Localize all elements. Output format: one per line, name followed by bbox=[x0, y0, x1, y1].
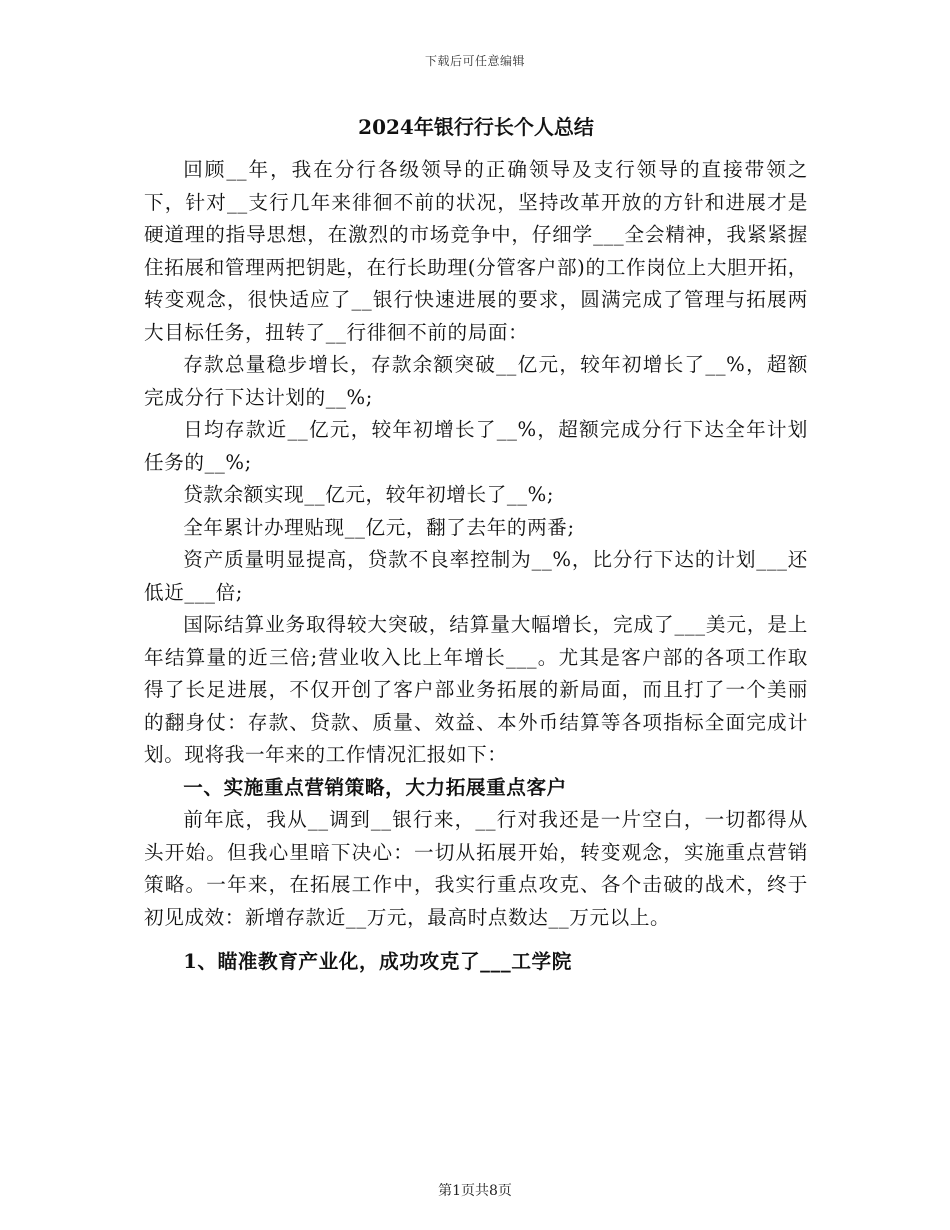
page-footer: 第1页共8页 bbox=[438, 1183, 512, 1199]
asset-quality-paragraph: 资产质量明显提高，贷款不良率控制为__%，比分行下达的计划___还低近___倍; bbox=[144, 548, 808, 604]
intro-paragraph: 回顾__年，我在分行各级领导的正确领导及支行领导的直接带领之下，针对__支行几年来徘徊不前的状况，坚持改革开放的方针和进展才是硬道理的指导思想，在激烈的市场竞争中，仔细学___全会精神，我紧紧握住拓展和管理两把钥匙，在行长助理(分管客户部)的工作岗位上大胆开拓，转变观念，很快适应了__银行快速进展的要求，圆满完成了管理与拓展两大目标任务，扭转了__行徘徊不前的局面： bbox=[144, 158, 808, 344]
subsection-heading-1: 1、瞄准教育产业化，成功攻克了___工学院 bbox=[183, 950, 572, 973]
daily-deposit-paragraph: 日均存款近__亿元，较年初增长了__%，超额完成分行下达全年计划任务的__%; bbox=[144, 418, 808, 474]
section-heading-1: 一、实施重点营销策略，大力拓展重点客户 bbox=[183, 775, 567, 799]
discount-paragraph: 全年累计办理贴现__亿元，翻了去年的两番; bbox=[183, 515, 575, 539]
deposit-total-paragraph: 存款总量稳步增长，存款余额突破__亿元，较年初增长了__%，超额完成分行下达计划的__%; bbox=[144, 353, 808, 409]
header-note: 下载后可任意编辑 bbox=[424, 54, 525, 68]
document-title: 2024年银行行长个人总结 bbox=[358, 115, 594, 139]
international-settlement-paragraph: 国际结算业务取得较大突破，结算量大幅增长，完成了___美元，是上年结算量的近三倍;营业收入比上年增长___。尤其是客户部的各项工作取得了长足进展，不仅开创了客户部业务拓展的新局面，而且打了一个美丽的翻身仗：存款、贷款、质量、效益、本外币结算等各项指标全面完成计划。现将我一年来的工作情况汇报如下： bbox=[144, 613, 808, 766]
section-1-paragraph: 前年底，我从__调到__银行来，__行对我还是一片空白，一切都得从头开始。但我心里暗下决心：一切从拓展开始，转变观念，实施重点营销策略。一年来，在拓展工作中，我实行重点攻克、各个击破的战术，终于初见成效：新增存款近__万元，最高时点数达__万元以上。 bbox=[144, 808, 808, 929]
document-body bbox=[144, 112, 808, 979]
loan-balance-paragraph: 贷款余额实现__亿元，较年初增长了__%; bbox=[183, 483, 555, 506]
